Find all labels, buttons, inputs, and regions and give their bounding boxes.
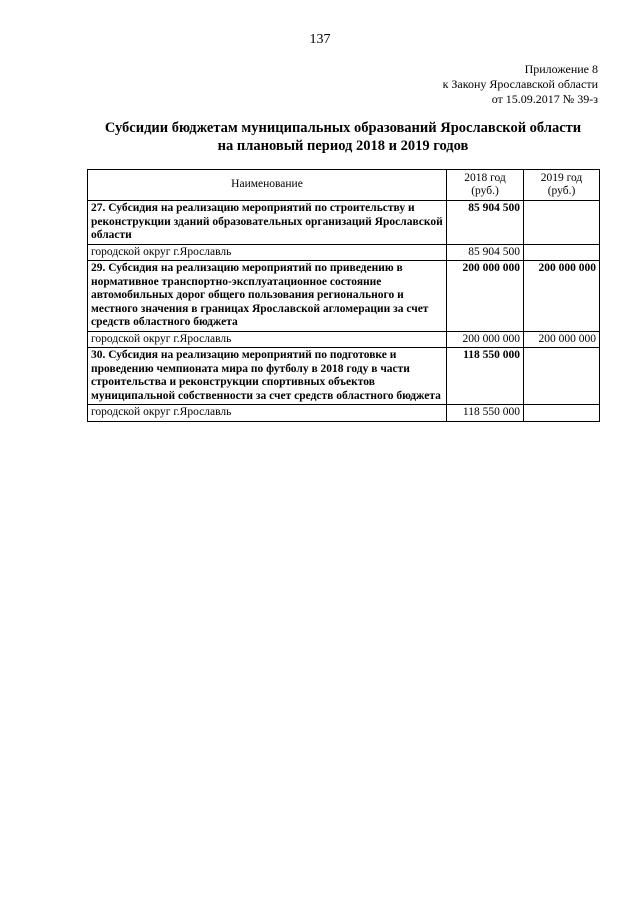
appendix-note	[443, 62, 598, 107]
section-title: 30. Субсидия на реализацию мероприятий по подготовке и проведению чемпионата мира по футболу в 2018 году в части строительства и реконструкции спортивных объектов муниципальной собственности за счет средств областного бюджета	[88, 348, 447, 405]
row-value-2018: 118 550 000	[447, 405, 524, 422]
section-total-2018: 85 904 500	[447, 201, 524, 245]
table-row	[88, 244, 600, 261]
header-2018-unit: (руб.)	[471, 185, 499, 197]
row-name: городской округ г.Ярославль	[88, 405, 447, 422]
title-line-2: на плановый период 2018 и 2019 годов	[217, 138, 469, 154]
page-number: 137	[309, 32, 331, 47]
appendix-line-1: Приложение 8	[524, 62, 598, 76]
section-row	[88, 348, 600, 405]
section-total-2018: 118 550 000	[447, 348, 524, 405]
header-2019-unit: (руб.)	[547, 185, 576, 197]
appendix-line-2: к Закону Ярославской области	[442, 77, 598, 91]
header-2018	[447, 170, 524, 201]
row-value-2019: 200 000 000	[524, 331, 600, 348]
header-2018-year: 2018 год	[464, 171, 506, 184]
row-value-2019	[524, 405, 600, 422]
row-value-2018: 85 904 500	[447, 244, 524, 261]
row-name: городской округ г.Ярославль	[88, 244, 447, 261]
table-row	[88, 331, 600, 348]
subsidy-table	[87, 169, 600, 422]
section-title: 27. Субсидия на реализацию мероприятий по строительству и реконструкции зданий образовательных организаций Ярославской области	[88, 201, 447, 245]
header-name: Наименование	[88, 170, 447, 201]
section-total-2019: 200 000 000	[524, 261, 600, 332]
section-row	[88, 201, 600, 245]
table-header-row	[88, 170, 600, 201]
section-row	[88, 261, 600, 332]
row-value-2018: 200 000 000	[447, 331, 524, 348]
header-2019	[524, 170, 600, 201]
section-total-2018: 200 000 000	[447, 261, 524, 332]
header-2019-year: 2019 год	[540, 171, 583, 184]
table-row	[88, 405, 600, 422]
section-total-2019	[524, 201, 600, 245]
row-name: городской округ г.Ярославль	[88, 331, 447, 348]
document-title	[86, 119, 600, 155]
section-total-2019	[524, 348, 600, 405]
section-title: 29. Субсидия на реализацию мероприятий по приведению в нормативное транспортно-эксплуатационное состояние автомобильных дорог общего пользования регионального и местного значения в границах Ярославской агломерации за счет средств областного бюджета	[88, 261, 447, 332]
title-line-1: Субсидии бюджетам муниципальных образований Ярославской области	[104, 120, 582, 136]
row-value-2019	[524, 244, 600, 261]
appendix-line-3: от 15.09.2017 № 39-з	[491, 92, 598, 106]
